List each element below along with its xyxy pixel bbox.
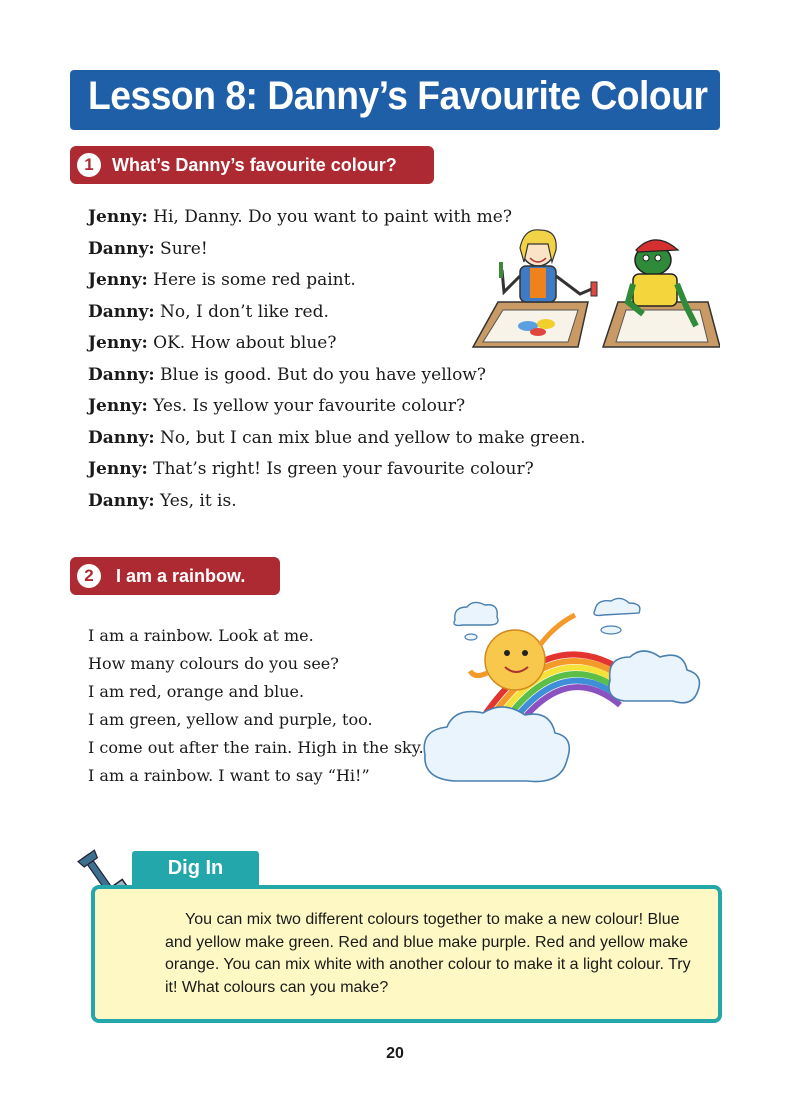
dialogue-text: Yes, it is. bbox=[154, 490, 237, 511]
dialogue-text: Blue is good. But do you have yellow? bbox=[154, 364, 486, 385]
poem-line: How many colours do you see? bbox=[88, 654, 339, 673]
section-1-header bbox=[70, 146, 434, 184]
dig-in-title: Dig In bbox=[132, 851, 259, 887]
dialogue-line bbox=[88, 487, 586, 519]
dig-in-box bbox=[91, 885, 722, 1023]
dialogue-text: Yes. Is yellow your favourite colour? bbox=[147, 396, 466, 416]
section-2-number: 2 bbox=[77, 564, 101, 588]
speaker-name: Danny: bbox=[88, 301, 155, 322]
rainbow-illustration bbox=[415, 595, 715, 790]
dialogue-text: OK. How about blue? bbox=[147, 333, 337, 353]
speaker-name: Jenny: bbox=[88, 207, 148, 227]
poem-line: I am green, yellow and purple, too. bbox=[88, 710, 373, 729]
speaker-name: Danny: bbox=[88, 364, 155, 385]
section-2-title: I am a rainbow. bbox=[116, 566, 246, 586]
poem-line: I am a rainbow. Look at me. bbox=[88, 626, 314, 645]
lesson-title: Lesson 8: Danny’s Favourite Colour bbox=[88, 74, 708, 118]
dialogue-line bbox=[88, 361, 586, 393]
dialogue-text: No, I don’t like red. bbox=[154, 301, 329, 322]
dialogue-text: Here is some red paint. bbox=[147, 270, 356, 290]
dialogue-text: That’s right! Is green your favourite colour? bbox=[147, 459, 534, 479]
dialogue-text: Hi, Danny. Do you want to paint with me? bbox=[147, 207, 512, 227]
speaker-name: Jenny: bbox=[88, 270, 148, 290]
dialogue-text: No, but I can mix blue and yellow to make green. bbox=[154, 427, 586, 448]
speaker-name: Danny: bbox=[88, 490, 155, 511]
dig-in-text: You can mix two different colours together to make a new colour! Blue and yellow make green. Red and blue make purple. Red and yellow make orange. You can mix white with another colour to make it a light colour. Try it! What colours can you make? bbox=[165, 911, 691, 996]
dialogue-line bbox=[88, 424, 586, 456]
lesson-title-bar bbox=[70, 70, 720, 130]
page-number: 20 bbox=[386, 1045, 404, 1062]
dialogue-line bbox=[88, 392, 586, 424]
dialogue-text: Sure! bbox=[154, 238, 208, 259]
painting-kids-illustration bbox=[468, 222, 720, 352]
poem-line: I am red, orange and blue. bbox=[88, 682, 305, 701]
speaker-name: Jenny: bbox=[88, 459, 148, 479]
poem-line: I am a rainbow. I want to say “Hi!” bbox=[88, 766, 370, 785]
section-1-title: What’s Danny’s favourite colour? bbox=[112, 155, 397, 175]
section-2-header bbox=[70, 557, 280, 595]
speaker-name: Danny: bbox=[88, 427, 155, 448]
speaker-name: Danny: bbox=[88, 238, 155, 259]
section-1-number: 1 bbox=[77, 153, 101, 177]
poem bbox=[88, 623, 424, 791]
poem-line: I come out after the rain. High in the sky. bbox=[88, 738, 424, 757]
dialogue-line bbox=[88, 455, 586, 487]
speaker-name: Jenny: bbox=[88, 333, 148, 353]
speaker-name: Jenny: bbox=[88, 396, 148, 416]
